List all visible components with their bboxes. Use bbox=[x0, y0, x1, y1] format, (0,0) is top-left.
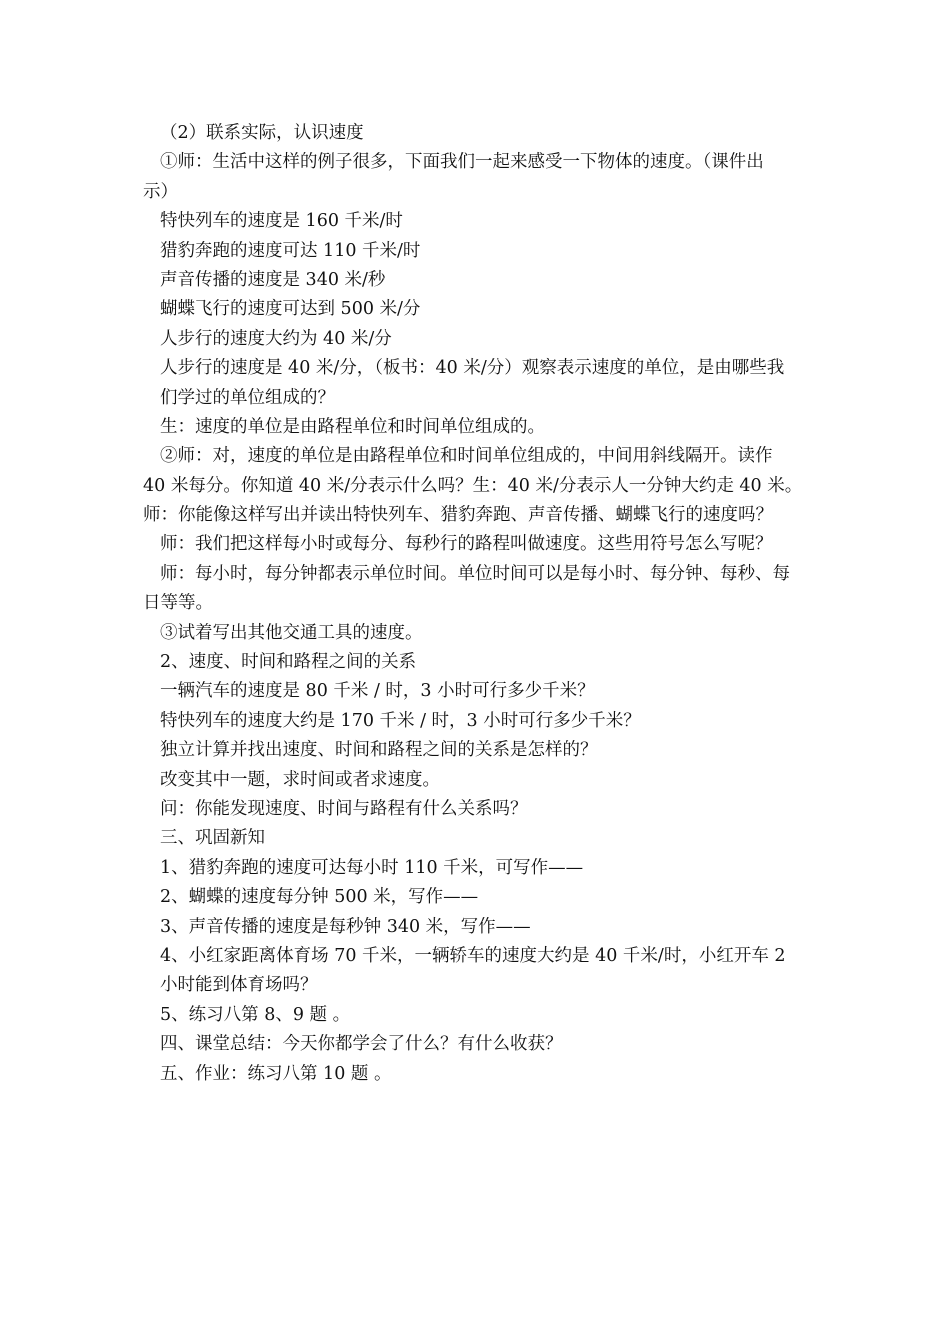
text-line: 五、作业：练习八第 10 题 。 bbox=[160, 1063, 392, 1084]
text-line: 师：我们把这样每小时或每分、每秒行的路程叫做速度。这些用符号怎么写呢？ bbox=[160, 534, 773, 555]
text-line: 1、猎豹奔跑的速度可达每小时 110 千米，可写作—— bbox=[160, 857, 584, 878]
text-line: 问：你能发现速度、时间与路程有什么关系吗？ bbox=[160, 798, 528, 819]
text-line: 四、课堂总结：今天你都学会了什么？有什么收获？ bbox=[160, 1034, 563, 1055]
text-line: 们学过的单位组成的？ bbox=[160, 387, 335, 408]
text-line: ①师：生活中这样的例子很多，下面我们一起来感受一下物体的速度。（课件出 bbox=[160, 152, 764, 173]
text-line: 猎豹奔跑的速度可达 110 千米/时 bbox=[160, 240, 421, 261]
text-line: 声音传播的速度是 340 米/秒 bbox=[160, 269, 386, 290]
text-line: 小时能到体育场吗？ bbox=[160, 975, 318, 996]
text-line: 日等等。 bbox=[143, 593, 213, 614]
text-line: 3、声音传播的速度是每秒钟 340 米，写作—— bbox=[160, 916, 531, 937]
text-line: 4、小红家距离体育场 70 千米，一辆轿车的速度大约是 40 千米/时，小红开车 2 bbox=[160, 945, 786, 966]
text-line: 一辆汽车的速度是 80 千米 / 时，3 小时可行多少千米？ bbox=[160, 681, 595, 702]
text-line: 5、练习八第 8、9 题 。 bbox=[160, 1004, 351, 1025]
text-line: 师：每小时，每分钟都表示单位时间。单位时间可以是每小时、每分钟、每秒、每 bbox=[160, 563, 790, 584]
text-line: （2）联系实际，认识速度 bbox=[160, 123, 364, 143]
text-line: 师：你能像这样写出并读出特快列车、猎豹奔跑、声音传播、蝴蝶飞行的速度吗？ bbox=[143, 505, 773, 526]
text-line: 人步行的速度大约为 40 米/分 bbox=[160, 328, 392, 349]
text-line: 蝴蝶飞行的速度可达到 500 米/分 bbox=[160, 299, 421, 320]
text-line: 生：速度的单位是由路程单位和时间单位组成的。 bbox=[160, 416, 545, 437]
text-line: 示） bbox=[143, 181, 178, 202]
text-line: ③试着写出其他交通工具的速度。 bbox=[160, 622, 423, 643]
text-line: 独立计算并找出速度、时间和路程之间的关系是怎样的？ bbox=[160, 740, 598, 761]
text-line: 人步行的速度是 40 米/分，（板书：40 米/分）观察表示速度的单位，是由哪些我 bbox=[160, 358, 785, 379]
text-line: 2、蝴蝶的速度每分钟 500 米，写作—— bbox=[160, 887, 479, 908]
text-line: 三、巩固新知 bbox=[160, 828, 265, 849]
text-line: 特快列车的速度是 160 千米/时 bbox=[160, 211, 403, 232]
text-line: 特快列车的速度大约是 170 千米 / 时，3 小时可行多少千米？ bbox=[160, 710, 641, 731]
text-line: 2、速度、时间和路程之间的关系 bbox=[160, 652, 417, 673]
document-body bbox=[143, 119, 823, 1089]
text-line: 40 米每分。你知道 40 米/分表示什么吗？生：40 米/分表示人一分钟大约走 40 米。 bbox=[143, 475, 803, 496]
text-line: ②师：对，速度的单位是由路程单位和时间单位组成的，中间用斜线隔开。读作 bbox=[160, 446, 773, 467]
text-line: 改变其中一题，求时间或者求速度。 bbox=[160, 769, 440, 790]
